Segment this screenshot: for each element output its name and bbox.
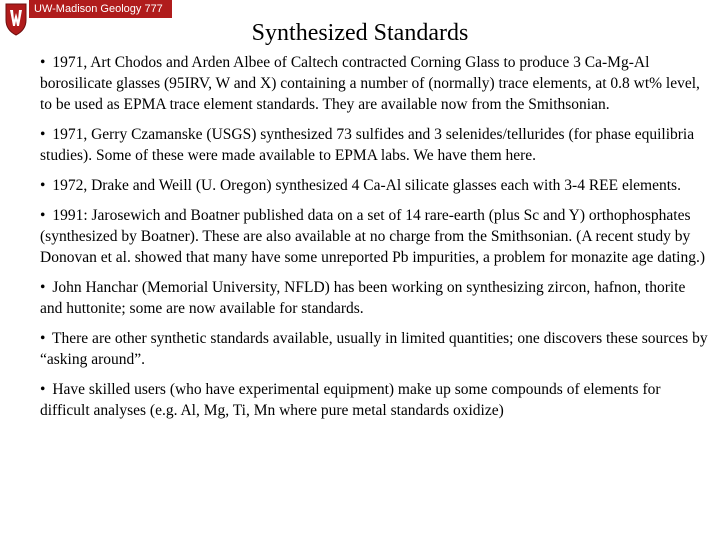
bullet-glyph: • bbox=[40, 177, 46, 194]
bullet-text: 1991: Jarosewich and Boatner published data on a set of 14 rare-earth (plus Sc and Y) orthophosphates (synthesized by Boatner). These are also available at no charge from the Smithsonian. (A recent study by Donovan et al. showed that many have some unreported Pb impurities, a problem for monazite age dating.) bbox=[40, 207, 706, 266]
bullet-item-5 bbox=[40, 277, 710, 319]
bullet-glyph: • bbox=[40, 207, 46, 224]
course-badge-label: UW-Madison Geology 777 bbox=[34, 3, 163, 15]
bullet-text: John Hanchar (Memorial University, NFLD) has been working on synthesizing zircon, hafnon, thorite and huttonite; some are now available for standards. bbox=[40, 279, 686, 317]
bullet-item-2 bbox=[40, 124, 710, 166]
slide-title: Synthesized Standards bbox=[251, 20, 469, 46]
bullet-item-6 bbox=[40, 328, 710, 370]
course-badge bbox=[29, 0, 172, 18]
bullet-text: 1971, Art Chodos and Arden Albee of Caltech contracted Corning Glass to produce 3 Ca-Mg-Al borosilicate glasses (95IRV, W and X) containing a number of (normally) trace elements, at 0.8 wt% level, to be used as EPMA trace element standards. They are available now from the Smithsonian. bbox=[40, 54, 700, 113]
bullet-glyph: • bbox=[40, 54, 46, 71]
bullet-glyph: • bbox=[40, 330, 46, 347]
bullet-text: 1972, Drake and Weill (U. Oregon) synthesized 4 Ca-Al silicate glasses each with 3-4 REE elements. bbox=[52, 177, 681, 194]
bullet-text: 1971, Gerry Czamanske (USGS) synthesized 73 sulfides and 3 selenides/tellurides (for phase equilibria studies). Some of these were made available to EPMA labs. We have them here. bbox=[40, 126, 695, 164]
bullet-item-1 bbox=[40, 52, 710, 115]
bullet-text: There are other synthetic standards available, usually in limited quantities; one discovers these sources by “asking around”. bbox=[40, 330, 708, 368]
bullet-item-7 bbox=[40, 379, 710, 421]
bullet-glyph: • bbox=[40, 381, 46, 398]
bullet-text: Have skilled users (who have experimental equipment) make up some compounds of elements for difficult analyses (e.g. Al, Mg, Ti, Mn where pure metal standards oxidize) bbox=[40, 381, 661, 419]
bullet-item-3 bbox=[40, 175, 710, 196]
bullet-list bbox=[40, 52, 710, 430]
bullet-item-4 bbox=[40, 205, 710, 268]
bullet-glyph: • bbox=[40, 279, 46, 296]
bullet-glyph: • bbox=[40, 126, 46, 143]
